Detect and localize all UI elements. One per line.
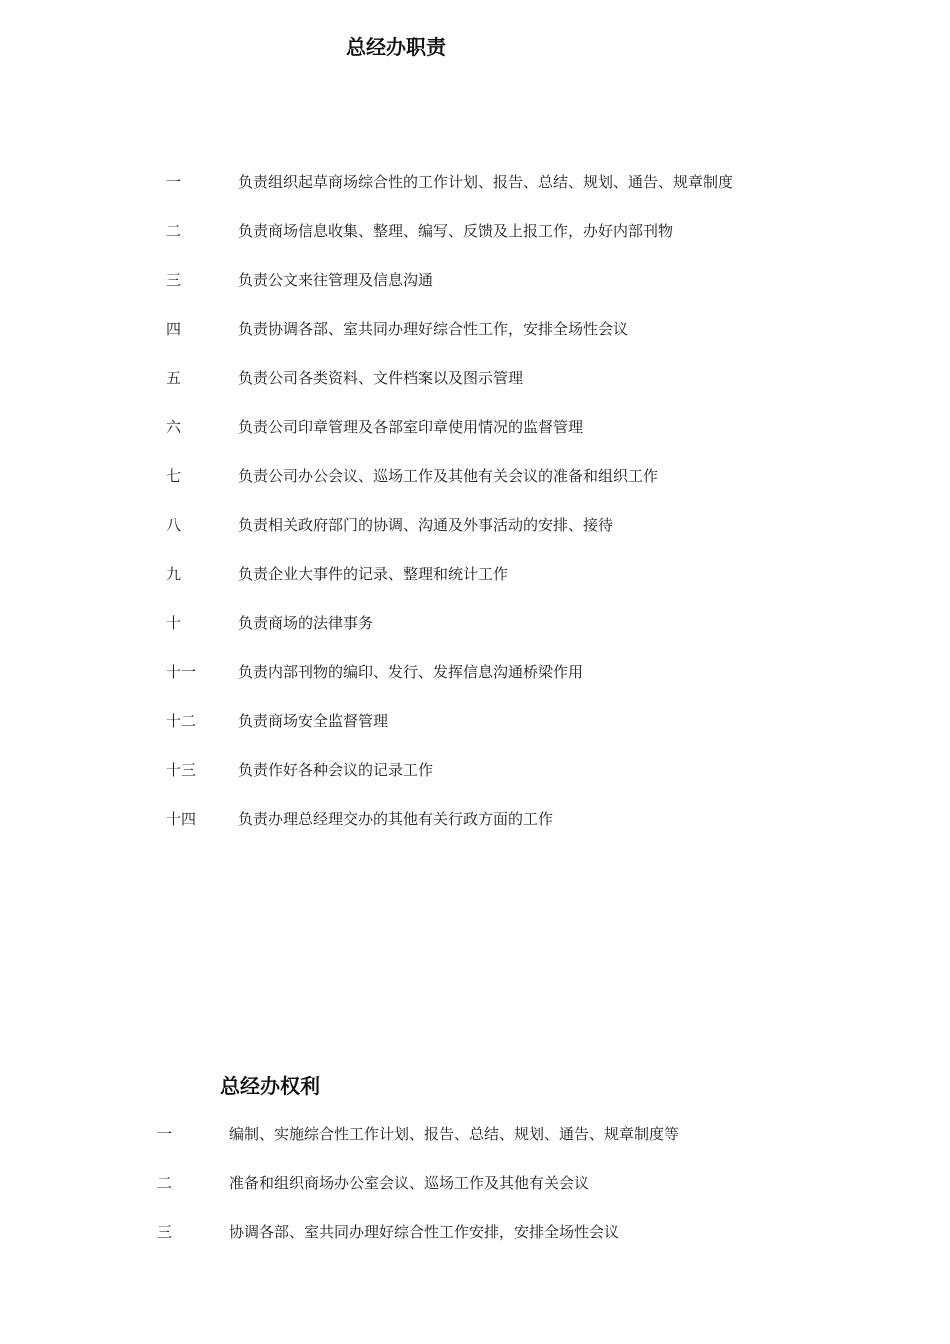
duty-item-number: 六 bbox=[166, 418, 182, 436]
duty-item-number: 九 bbox=[166, 565, 182, 583]
duty-item-text: 负责商场安全监督管理 bbox=[238, 712, 389, 730]
duty-item-number: 七 bbox=[166, 467, 182, 485]
duty-item-number: 十二 bbox=[166, 712, 197, 730]
duty-item-text: 负责组织起草商场综合性的工作计划、报告、总结、规划、通告、规章制度 bbox=[238, 173, 734, 191]
duty-item-text: 负责公司印章管理及各部室印章使用情况的监督管理 bbox=[238, 418, 584, 436]
right-item-text: 准备和组织商场办公室会议、巡场工作及其他有关会议 bbox=[229, 1174, 590, 1192]
right-item-text: 编制、实施综合性工作计划、报告、总结、规划、通告、规章制度等 bbox=[229, 1125, 680, 1143]
right-item-number: 三 bbox=[157, 1223, 173, 1241]
duty-item-text: 负责公司各类资料、文件档案以及图示管理 bbox=[238, 369, 524, 387]
duty-item-number: 十三 bbox=[166, 761, 197, 779]
duty-item-number: 十 bbox=[166, 614, 182, 632]
duty-item-text: 负责相关政府部门的协调、沟通及外事活动的安排、接待 bbox=[238, 516, 614, 534]
duty-item-text: 负责企业大事件的记录、整理和统计工作 bbox=[238, 565, 509, 583]
duty-item-number: 三 bbox=[166, 271, 182, 289]
duty-item-text: 负责公文来往管理及信息沟通 bbox=[238, 271, 434, 289]
duty-item-number: 十四 bbox=[166, 810, 197, 828]
duty-item-number: 十一 bbox=[166, 663, 197, 681]
right-item-text: 协调各部、室共同办理好综合性工作安排，安排全场性会议 bbox=[229, 1223, 620, 1241]
duty-item-text: 负责内部刊物的编印、发行、发挥信息沟通桥梁作用 bbox=[238, 663, 584, 681]
duty-item-number: 一 bbox=[166, 173, 182, 191]
duty-item-text: 负责公司办公会议、巡场工作及其他有关会议的准备和组织工作 bbox=[238, 467, 659, 485]
duty-item-number: 四 bbox=[166, 320, 182, 338]
duty-item-number: 二 bbox=[166, 222, 182, 240]
duty-item-number: 八 bbox=[166, 516, 182, 534]
duties-title: 总经办职责 bbox=[346, 35, 446, 59]
right-item-number: 一 bbox=[157, 1125, 173, 1143]
rights-title: 总经办权利 bbox=[220, 1074, 320, 1098]
duty-item-text: 负责作好各种会议的记录工作 bbox=[238, 761, 434, 779]
duty-item-text: 负责协调各部、室共同办理好综合性工作，安排全场性会议 bbox=[238, 320, 629, 338]
duty-item-number: 五 bbox=[166, 369, 182, 387]
right-item-number: 二 bbox=[157, 1174, 173, 1192]
duty-item-text: 负责商场信息收集、整理、编写、反馈及上报工作，办好内部刊物 bbox=[238, 222, 674, 240]
duty-item-text: 负责办理总经理交办的其他有关行政方面的工作 bbox=[238, 810, 554, 828]
duty-item-text: 负责商场的法律事务 bbox=[238, 614, 374, 632]
